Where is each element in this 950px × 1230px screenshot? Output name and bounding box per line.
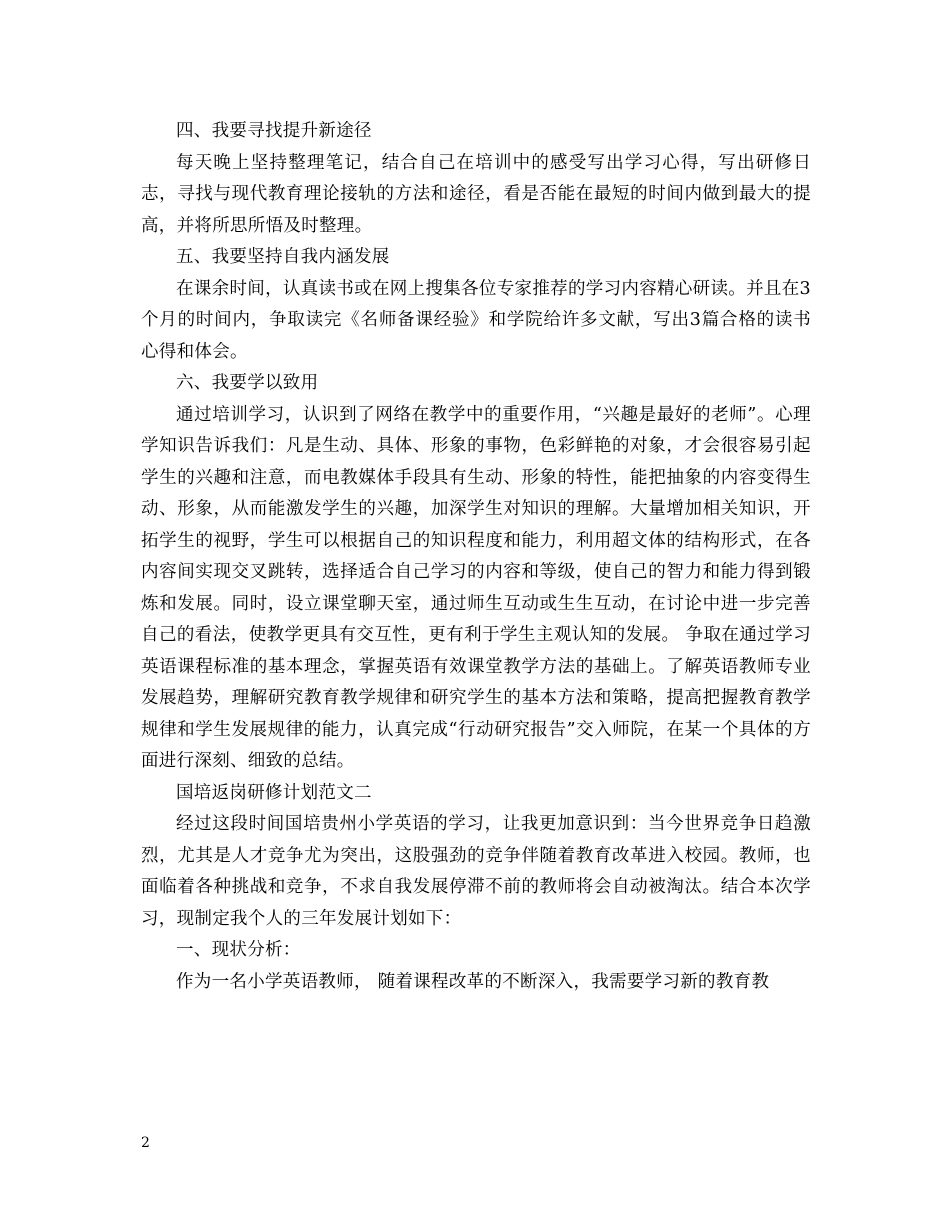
section-heading-self-development: 五、我要坚持自我内涵发展 <box>176 247 390 267</box>
paragraph-daily-notes: 每天晚上坚持整理笔记，结合自己在培训中的感受写出学习心得，写出研修日志，寻找与现代教育理论接轨的方法和途径，看是否能在最短的时间内做到最大的提高，并将所思所悟及时整理。 <box>141 152 811 236</box>
section-heading-sample-two: 国培返岗研修计划范文二 <box>176 782 372 803</box>
document-body <box>141 116 811 998</box>
paragraph-training-reflection: 经过这段时间国培贵州小学英语的学习，让我更加意识到：当今世界竞争日趋激烈，尤其是人才竞争尤为突出，这股强劲的竞争伴随着教育改革进入校园。教师，也面临着各种挑战和竞争，不求自我发展停滞不前的教师将会自动被淘汰。结合本次学习，现制定我个人的三年发展计划如下： <box>141 814 811 929</box>
paragraph-network-teaching: 通过培训学习，认识到了网络在教学中的重要作用，“兴趣是最好的老师”。心理学知识告诉我们：凡是生动、具体、形象的事物，色彩鲜艳的对象，才会很容易引起学生的兴趣和注意，而电教媒体手段具有生动、形象的特性，能把抽象的内容变得生动、形象，从而能激发学生的兴趣，加深学生对知识的理解。大量增加相关知识，开拓学生的视野，学生可以根据自己的知识程度和能力，利用超文体的结构形式，在各内容间实现交叉跳转，选择适合自己学习的内容和等级，使自己的智力和能力得到锻炼和发展。同时，设立课堂聊天室，通过师生互动或生生互动，在讨论中进一步完善自己的看法，使教学更具有交互性，更有利于学生主观认知的发展。 争取在通过学习英语课程标准的基本理念，掌握英语有效课堂教学方法的基础上。了解英语教师专业发展趋势，理解研究教育教学规律和研究学生的基本方法和策略，提高把握教育教学规律和学生发展规律的能力，认真完成“行动研究报告”交入师院，在某一个具体的方面进行深刻、细致的总结。 <box>141 404 811 771</box>
paragraph-teacher-role: 作为一名小学英语教师， 随着课程改革的不断深入，我需要学习新的教育教 <box>176 971 770 992</box>
section-heading-apply-learning: 六、我要学以致用 <box>176 373 319 393</box>
section-heading-current-analysis: 一、现状分析： <box>176 940 301 960</box>
paragraph-reading-plan: 在课余时间，认真读书或在网上搜集各位专家推荐的学习内容精心研读。并且在3个月的时间内，争取读完《名师备课经验》和学院给许多文献，写出3篇合格的读书心得和体会。 <box>141 278 811 362</box>
section-heading-find-new-ways: 四、我要寻找提升新途径 <box>176 121 372 141</box>
page-number: 2 <box>141 1135 150 1151</box>
